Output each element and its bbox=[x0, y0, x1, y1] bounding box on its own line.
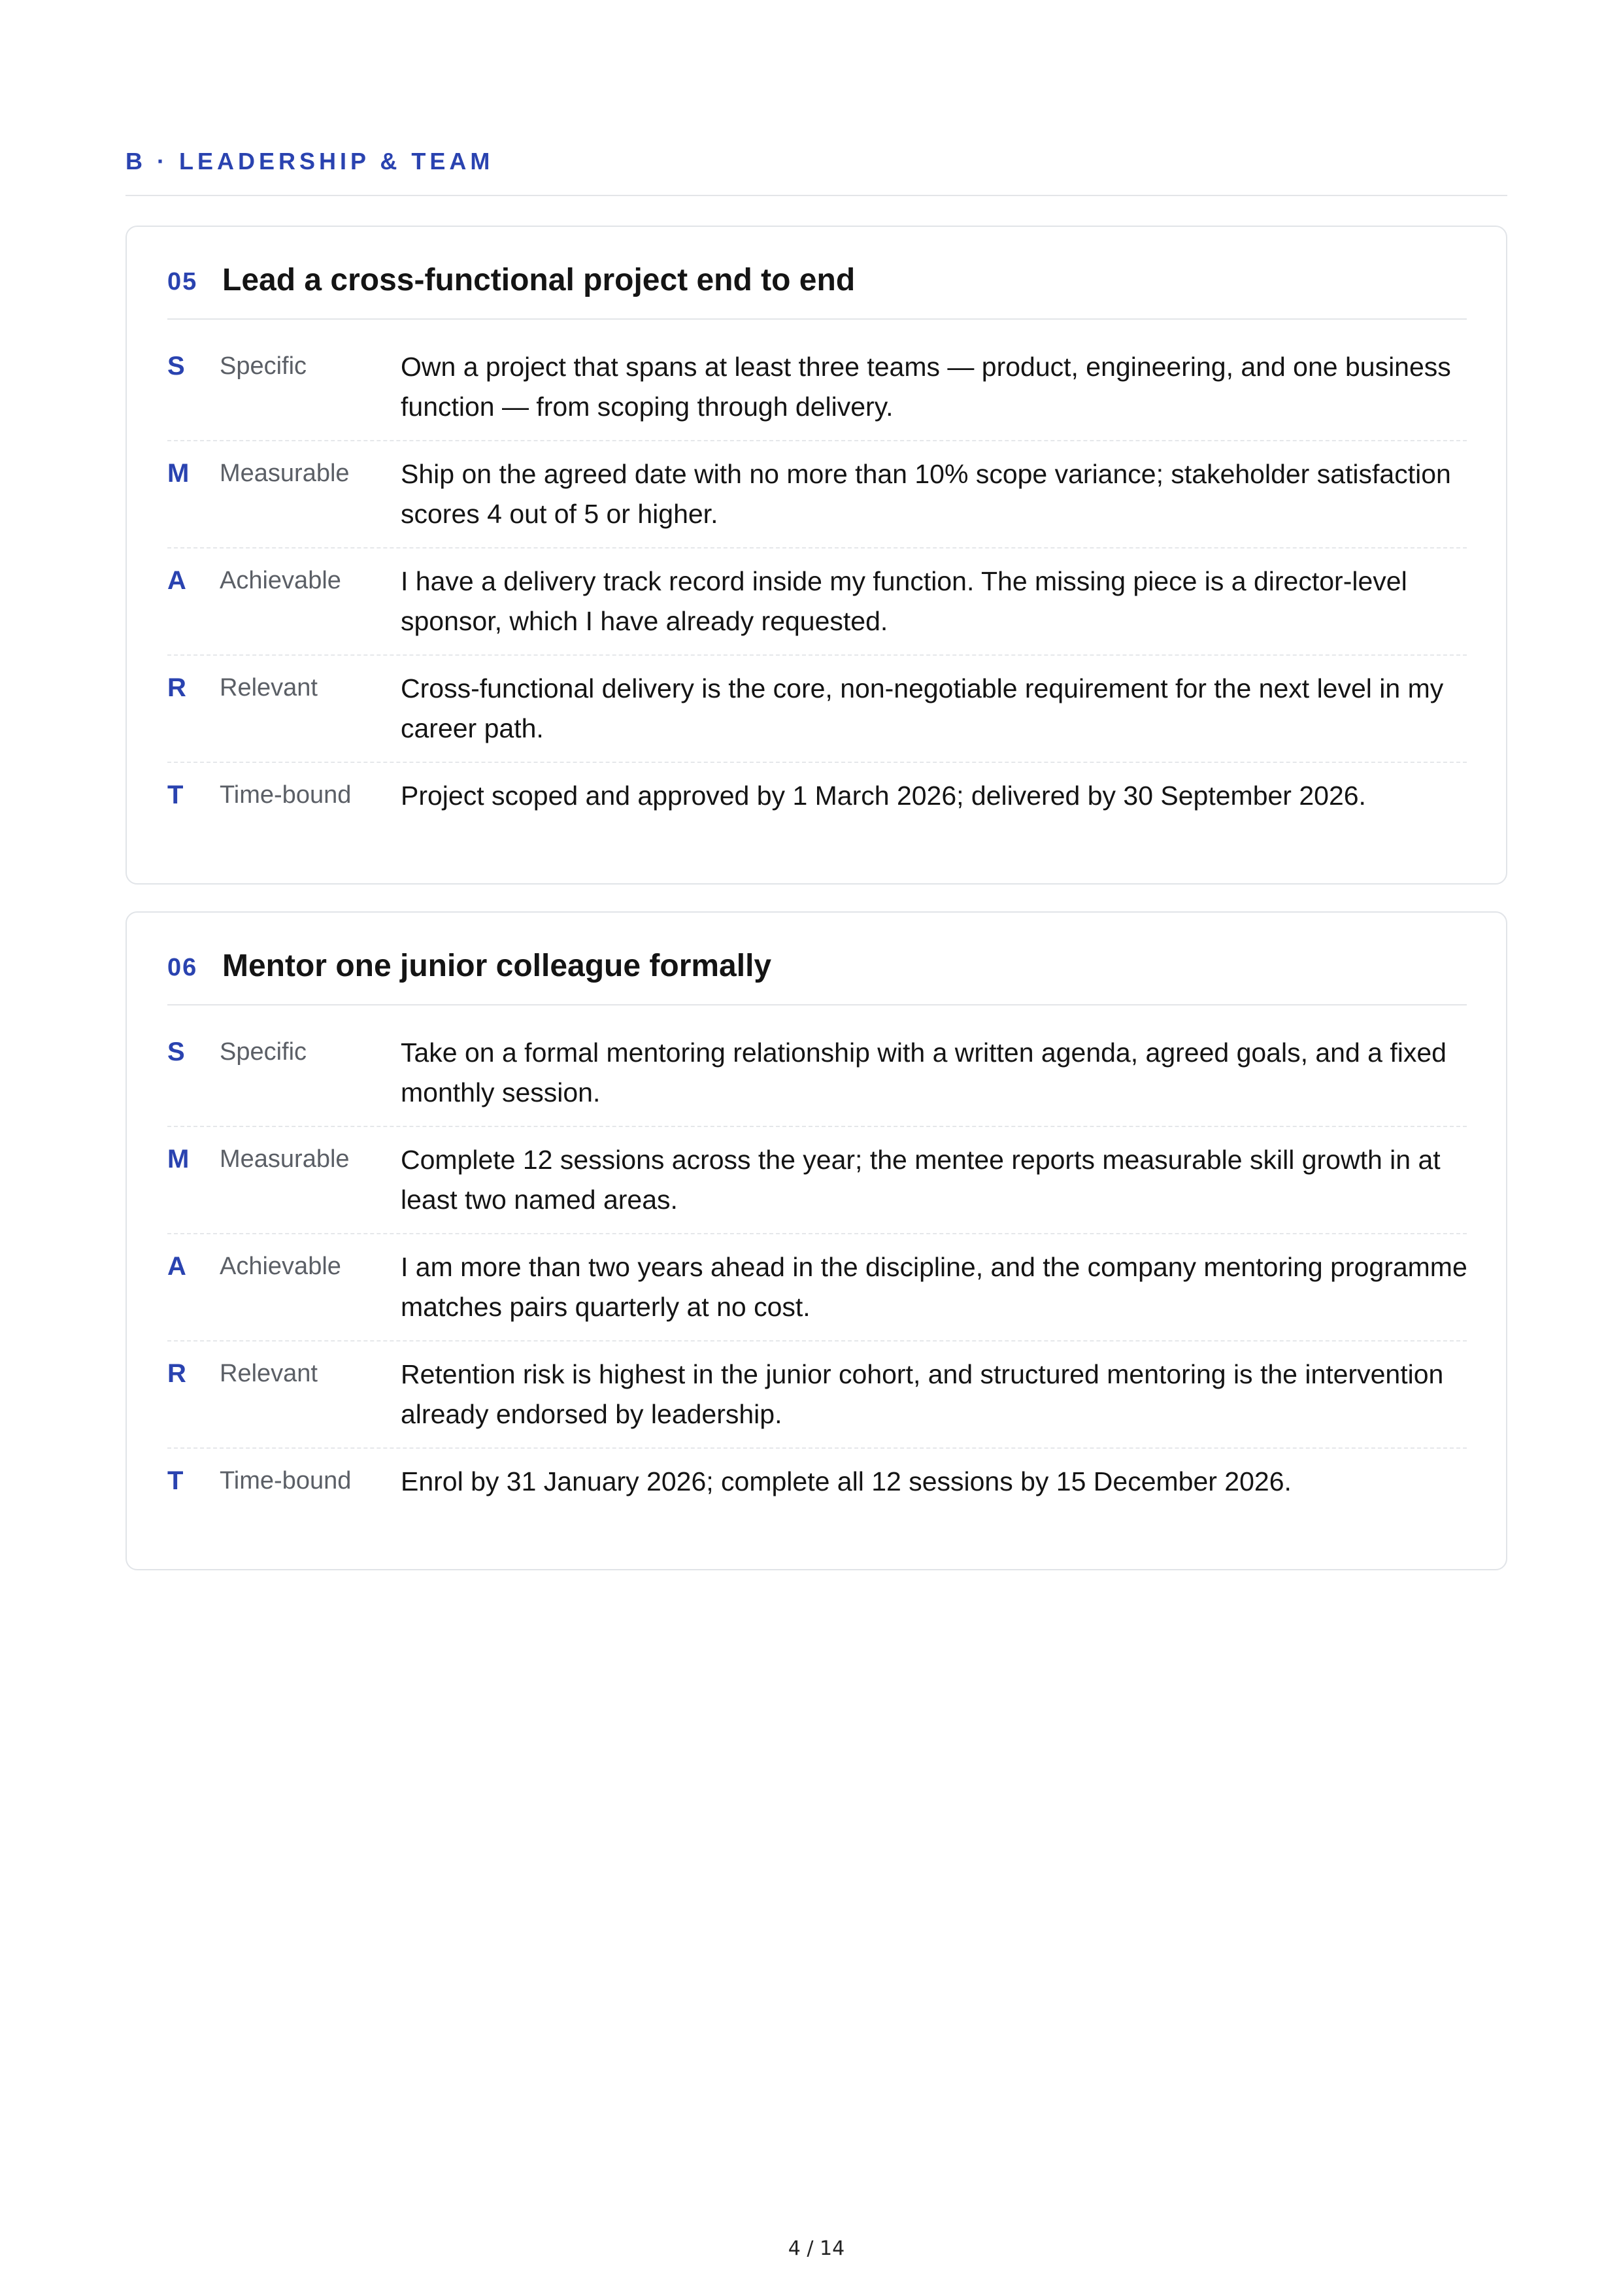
smart-description: Ship on the agreed date with no more than 10% scope variance; stakeholder satisfaction scores 4 out of 5 or higher. bbox=[401, 459, 1451, 529]
smart-description: Enrol by 31 January 2026; complete all 12 sessions by 15 December 2026. bbox=[401, 1466, 1292, 1496]
smart-row-time-bound bbox=[167, 763, 1467, 870]
smart-row-relevant bbox=[167, 656, 1467, 763]
smart-criterion: Time-bound bbox=[220, 1467, 352, 1494]
smart-letter: T bbox=[167, 781, 184, 809]
smart-row-measurable bbox=[167, 1127, 1467, 1234]
smart-description: I have a delivery track record inside my function. The missing piece is a director-level sponsor, which I have already requested. bbox=[401, 566, 1407, 636]
smart-criterion: Achievable bbox=[220, 1253, 341, 1280]
smart-row-time-bound bbox=[167, 1449, 1467, 1556]
goal-number: 05 bbox=[167, 268, 198, 295]
goal-card-header bbox=[167, 253, 1467, 320]
smart-letter: R bbox=[167, 673, 186, 702]
smart-row-relevant bbox=[167, 1342, 1467, 1449]
smart-description: Complete 12 sessions across the year; the mentee reports measurable skill growth in at least two named areas. bbox=[401, 1145, 1441, 1215]
smart-letter: A bbox=[167, 1252, 186, 1281]
smart-letter: M bbox=[167, 459, 190, 488]
smart-letter: R bbox=[167, 1359, 186, 1388]
smart-description: Cross-functional delivery is the core, non-negotiable requirement for the next level in my career path. bbox=[401, 673, 1444, 743]
section-heading bbox=[125, 145, 1507, 196]
smart-row-measurable bbox=[167, 441, 1467, 549]
smart-criterion: Achievable bbox=[220, 567, 341, 594]
smart-row-specific bbox=[167, 1020, 1467, 1127]
smart-letter: S bbox=[167, 352, 185, 380]
smart-letter: S bbox=[167, 1038, 185, 1066]
goal-card bbox=[125, 911, 1507, 1570]
goal-card bbox=[125, 226, 1507, 885]
smart-description: Retention risk is highest in the junior cohort, and structured mentoring is the intervention already endorsed by leadership. bbox=[401, 1359, 1444, 1429]
goal-title: Lead a cross-functional project end to end bbox=[222, 263, 856, 297]
goal-title: Mentor one junior colleague formally bbox=[222, 949, 772, 983]
goal-number: 06 bbox=[167, 954, 198, 981]
smart-criterion: Specific bbox=[220, 352, 307, 380]
smart-letter: A bbox=[167, 566, 186, 595]
smart-criteria-list bbox=[167, 334, 1467, 870]
smart-criterion: Relevant bbox=[220, 1360, 318, 1387]
smart-letter: M bbox=[167, 1145, 190, 1173]
smart-row-achievable bbox=[167, 1234, 1467, 1342]
smart-letter: T bbox=[167, 1466, 184, 1495]
smart-criterion: Measurable bbox=[220, 460, 350, 487]
smart-criteria-list bbox=[167, 1020, 1467, 1556]
document-page bbox=[125, 0, 1507, 2296]
goal-card-header bbox=[167, 939, 1467, 1005]
section-heading-label: B · LEADERSHIP & TEAM bbox=[125, 148, 494, 175]
smart-description: Own a project that spans at least three teams — product, engineering, and one business function — from scoping through delivery. bbox=[401, 352, 1451, 422]
smart-row-specific bbox=[167, 334, 1467, 441]
smart-criterion: Relevant bbox=[220, 674, 318, 701]
smart-criterion: Measurable bbox=[220, 1145, 350, 1173]
smart-description: I am more than two years ahead in the discipline, and the company mentoring programme matches pairs quarterly at no cost. bbox=[401, 1252, 1467, 1322]
smart-description: Project scoped and approved by 1 March 2026; delivered by 30 September 2026. bbox=[401, 781, 1366, 811]
smart-row-achievable bbox=[167, 549, 1467, 656]
smart-criterion: Time-bound bbox=[220, 781, 352, 809]
smart-criterion: Specific bbox=[220, 1038, 307, 1066]
smart-description: Take on a formal mentoring relationship with a written agenda, agreed goals, and a fixed monthly session. bbox=[401, 1038, 1447, 1107]
page-number: 4 / 14 bbox=[788, 2237, 845, 2260]
